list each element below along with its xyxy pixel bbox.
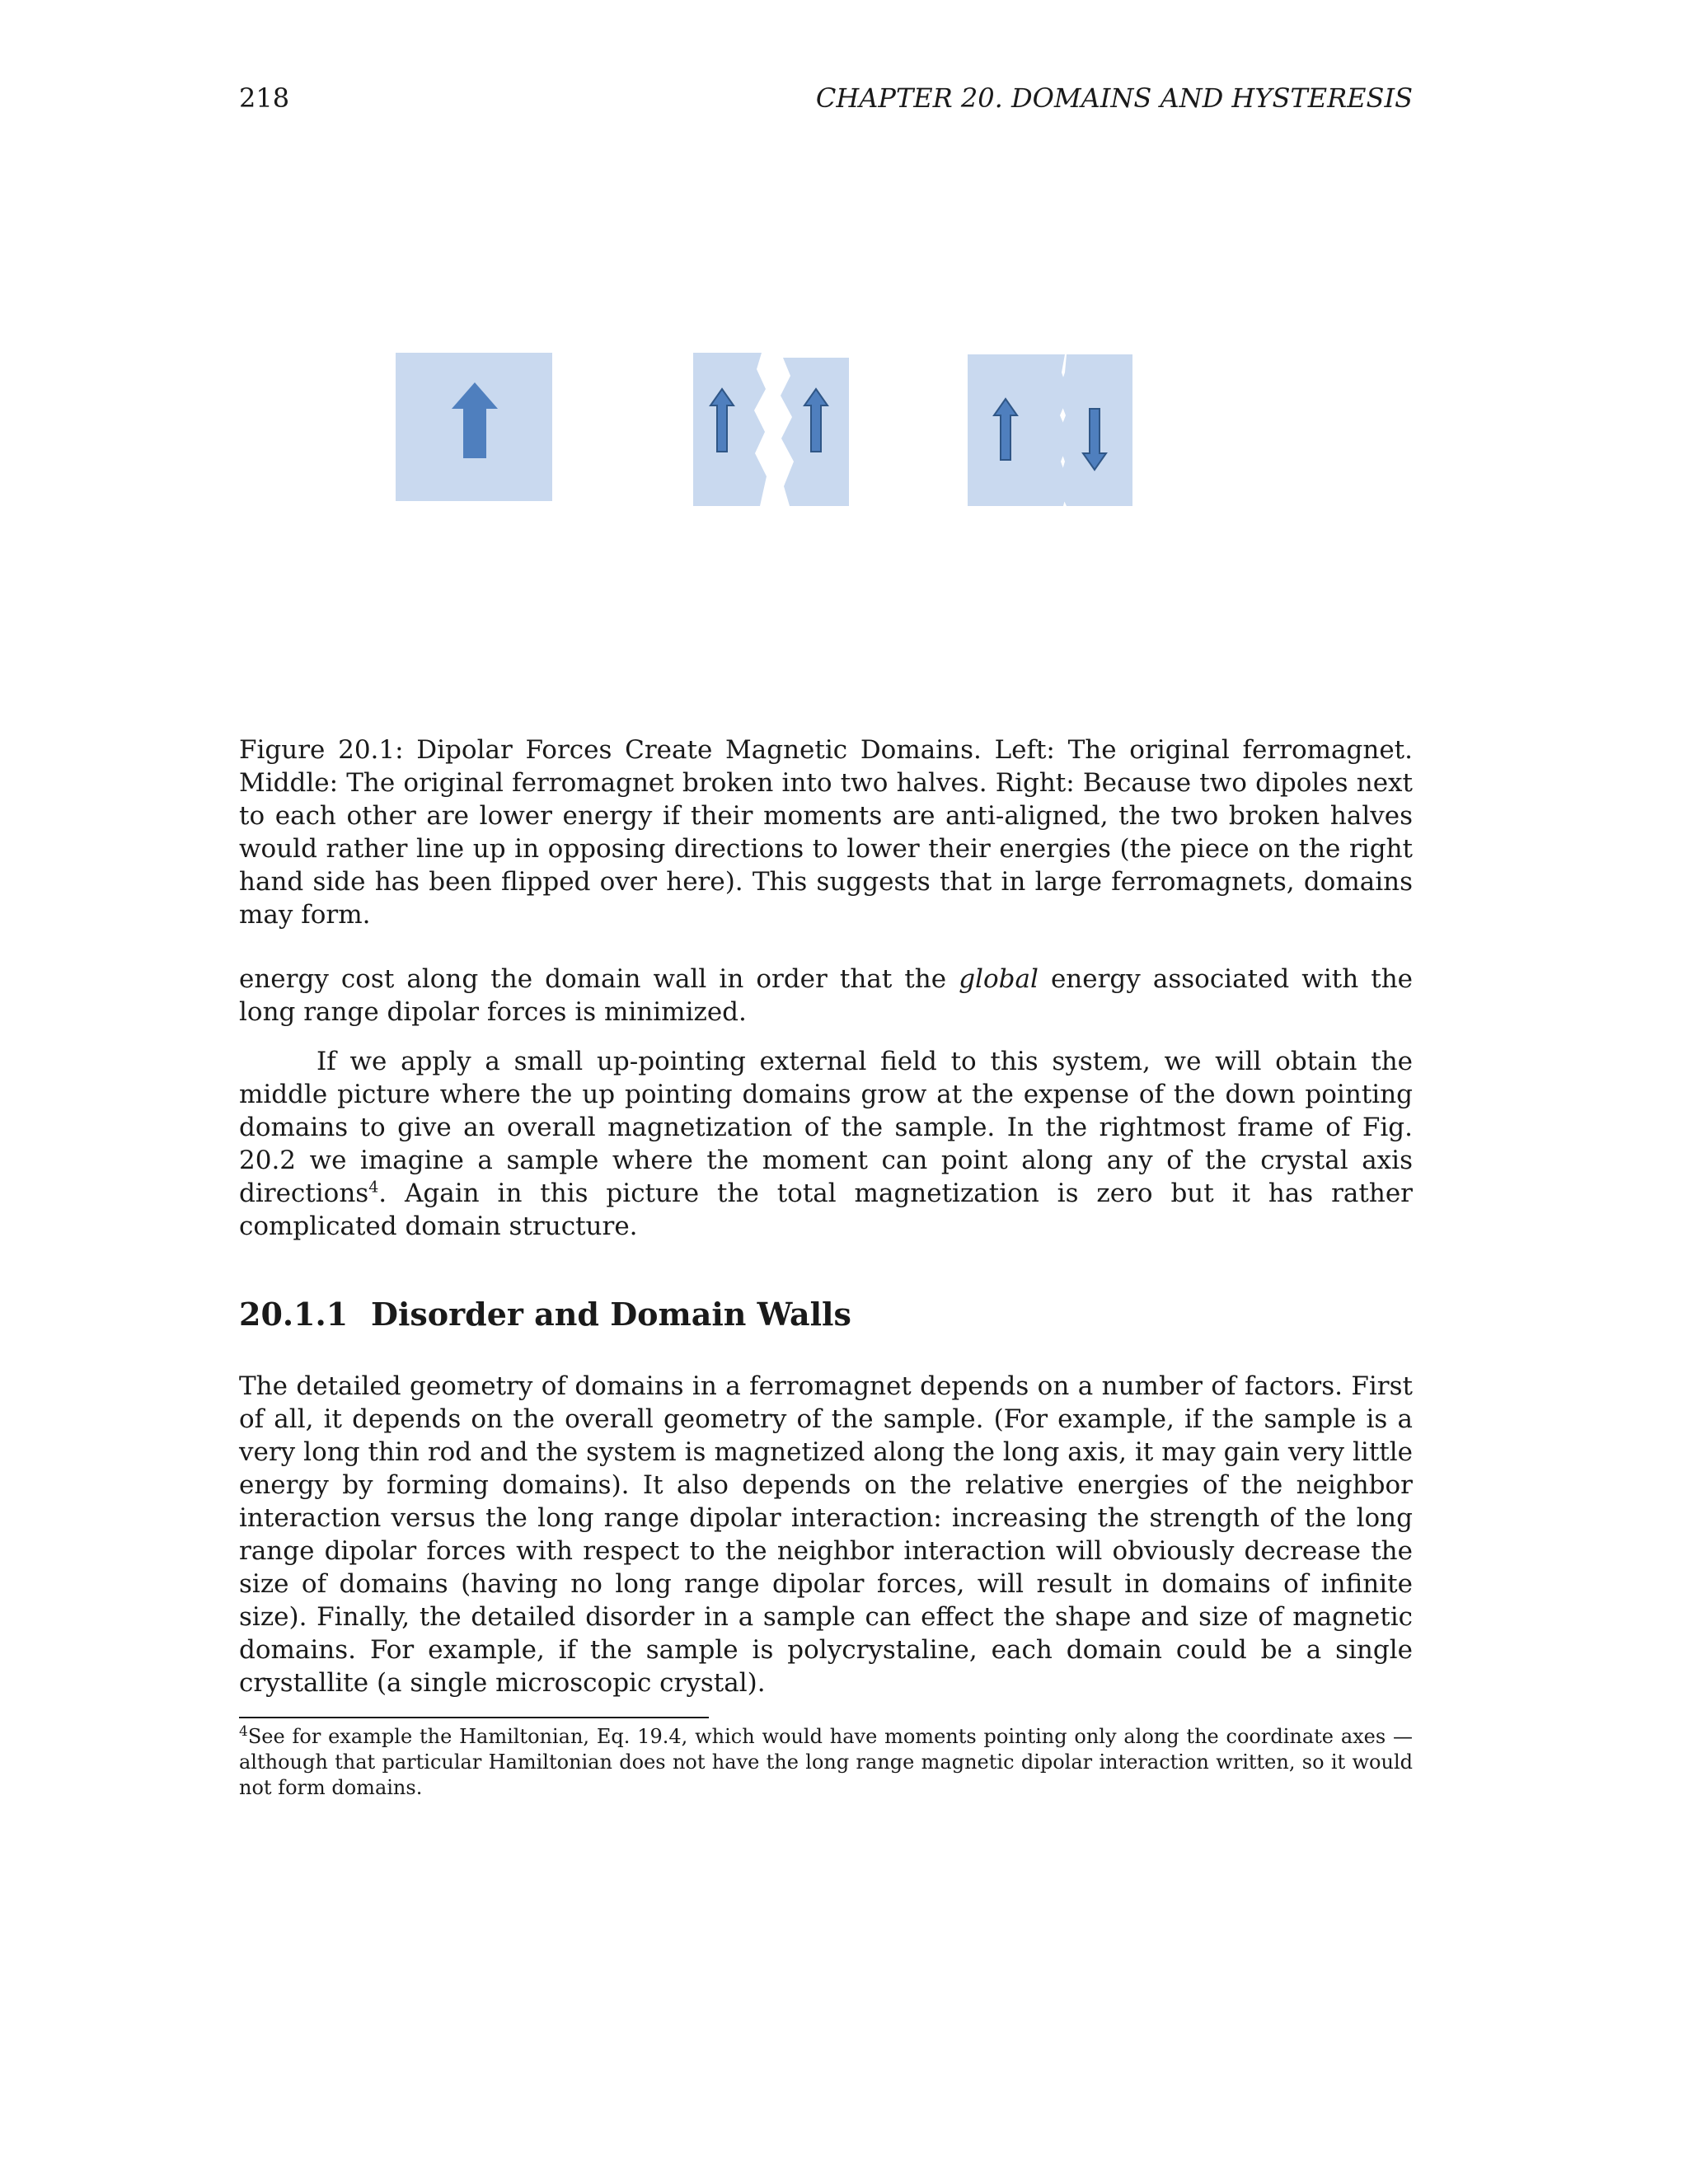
running-header: CHAPTER 20. DOMAINS AND HYSTERESIS (815, 82, 1413, 114)
footnote (239, 1724, 1413, 1801)
page-number: 218 (239, 82, 290, 114)
body-paragraph (239, 1045, 1413, 1243)
footnote-reference[interactable]: 4 (368, 1178, 379, 1197)
paragraph-text: If we apply a small up-pointing external field to this system, we will obtain the middle picture where the up pointing domains grow at the expense of the down pointing domains to give an overall magnetization of the sample. In the rightmost frame of Fig. 20.2 we imagine a sample where the moment can point along any of the crystal axis directions (239, 1047, 1413, 1208)
footnote-mark: 4 (239, 1723, 248, 1740)
body-paragraph (239, 963, 1413, 1029)
section-paragraph: The detailed geometry of domains in a ferromagnet depends on a number of factors. First of all, it depends on the overall geometry of the sample. (For example, if the sample is a very long thin rod and the system is magnetized along the long axis, it may gain very little energy by forming domains). It also depends on the relative energies of the neighbor interaction versus the long range dipolar interaction: increasing the strength of the long range dipolar forces with respect to the neighbor interaction will obviously decrease the size of domains (having no long range dipolar forces, will result in domains of infinite size). Finally, the detailed disorder in a sample can effect the shape and size of magnetic domains. For example, if the sample is polycrystaline, each domain could be a single crystallite (a single microscopic crystal). (239, 1371, 1413, 1698)
magnet-half-left (968, 354, 1070, 506)
paragraph-text: . Again in this picture the total magnetization is zero but it has rather complicated domain structure. (239, 1179, 1413, 1241)
paragraph-text: energy associated with the long range dipolar forces is minimized. (239, 964, 1414, 1027)
section-number: 20.1.1 (239, 1296, 349, 1333)
section-heading (239, 1296, 851, 1333)
paragraph-text: energy cost along the domain wall in order that the (239, 964, 959, 994)
figure-caption: Figure 20.1: Dipolar Forces Create Magnetic Domains. Left: The original ferromagnet. Middle: The original ferromagnet broken into two halves. Right: Because two dipoles next to each other are lower energy if their moments are anti-aligned, the two broken halves would rather line up in opposing directions to lower their energies (the piece on the right hand side has been flipped over here). This suggests that in large ferromagnets, domains may form. (239, 735, 1413, 930)
magnet-half-left (693, 353, 767, 506)
section-title: Disorder and Domain Walls (371, 1296, 851, 1333)
footnote-text: See for example the Hamiltonian, Eq. 19.4, which would have moments pointing only along the coordinate axes — although that particular Hamiltonian does not have the long range magnetic dipolar interaction written, so it would not form domains. (239, 1725, 1413, 1799)
panel-original (396, 353, 552, 501)
figure-domains (0, 330, 1688, 527)
emphasis-text: global (959, 964, 1039, 994)
panel-broken-aligned (693, 353, 849, 506)
panel-broken-anti-aligned (968, 354, 1132, 506)
footnote-divider (239, 1717, 709, 1718)
